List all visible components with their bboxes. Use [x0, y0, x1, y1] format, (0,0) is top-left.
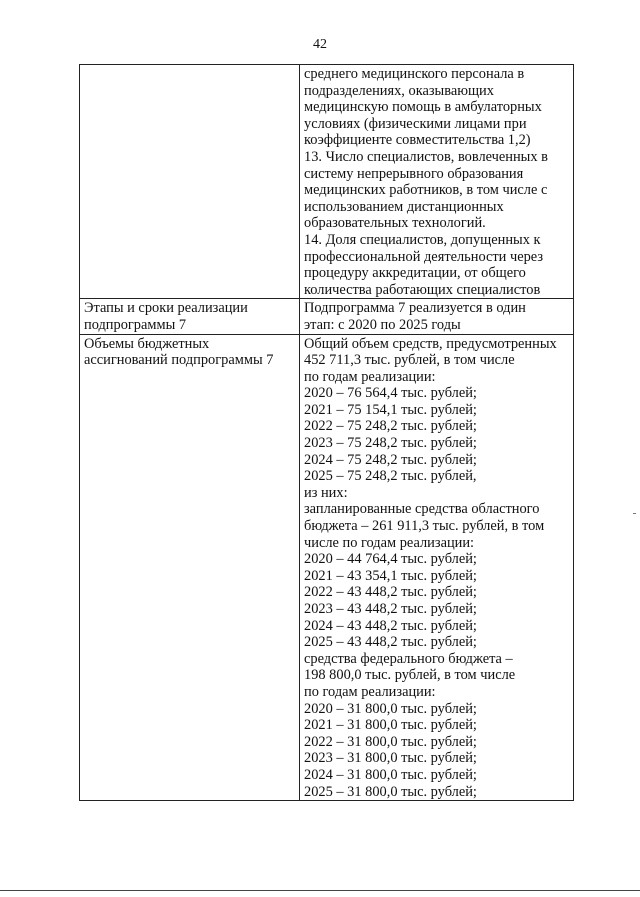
content-line: профессиональной деятельности через	[304, 248, 544, 265]
label-line: подпрограммы 7	[84, 316, 187, 333]
content-line: количества работающих специалистов	[304, 281, 541, 298]
row-label-cell	[80, 65, 300, 299]
content-line: образовательных технологий.	[304, 215, 486, 232]
table-row	[80, 65, 574, 299]
content-line: 2024 – 31 800,0 тыс. рублей;	[304, 766, 477, 783]
content-line: использованием дистанционных	[304, 198, 504, 215]
content-line: 198 800,0 тыс. рублей, в том числе	[304, 667, 516, 684]
content-line: 2023 – 75 248,2 тыс. рублей;	[304, 435, 477, 452]
content-line: 2023 – 43 448,2 тыс. рублей;	[304, 601, 477, 617]
content-line: этап: с 2020 по 2025 годы	[304, 316, 461, 333]
table-body	[80, 65, 574, 801]
content-line: 2020 – 76 564,4 тыс. рублей;	[304, 385, 477, 402]
content-line: 13. Число специалистов, вовлеченных в	[304, 148, 548, 165]
edge-mark	[633, 513, 636, 514]
content-line: условиях (физическими лицами при	[304, 115, 527, 132]
content-line: Подпрограмма 7 реализуется в один	[304, 300, 526, 317]
passport-table	[79, 64, 574, 801]
content-line: 2020 – 31 800,0 тыс. рублей;	[304, 700, 477, 717]
content-line: по годам реализации:	[304, 368, 436, 385]
content-line: 2022 – 43 448,2 тыс. рублей;	[304, 584, 477, 601]
bottom-rule	[0, 890, 640, 891]
label-line: Этапы и сроки реализации	[84, 300, 248, 317]
content-line: 2024 – 75 248,2 тыс. рублей;	[304, 451, 477, 468]
content-line: 452 711,3 тыс. рублей, в том числе	[304, 352, 515, 369]
content-line: 2025 – 31 800,0 тыс. рублей;	[304, 783, 477, 800]
content-line: 2023 – 31 800,0 тыс. рублей;	[304, 750, 477, 767]
row-content-cell	[300, 65, 574, 299]
content-line: коэффициенте совместительства 1,2)	[304, 132, 531, 149]
label-line: ассигнований подпрограммы 7	[84, 352, 274, 369]
row-content-cell	[300, 299, 574, 334]
content-line: средства федерального бюджета –	[304, 650, 513, 667]
content-line: систему непрерывного образования	[304, 165, 524, 182]
content-line: 2024 – 43 448,2 тыс. рублей;	[304, 617, 477, 634]
table-row	[80, 334, 574, 801]
label-line: Объемы бюджетных	[84, 335, 210, 352]
content-line: 2025 – 43 448,2 тыс. рублей;	[304, 634, 477, 651]
content-line: процедуру аккредитации, от общего	[304, 265, 526, 282]
content-line: числе по годам реализации:	[304, 534, 475, 551]
content-line: 2020 – 44 764,4 тыс. рублей;	[304, 551, 477, 568]
content-line: подразделениях, оказывающих	[304, 82, 494, 99]
content-line: бюджета – 261 911,3 тыс. рублей, в том	[304, 518, 545, 535]
content-line: 2021 – 43 354,1 тыс. рублей;	[304, 567, 477, 584]
content-line: 2025 – 75 248,2 тыс. рублей,	[304, 468, 477, 485]
content-line: медицинскую помощь в амбулаторных	[304, 99, 542, 116]
row-label-cell	[80, 334, 300, 801]
content-line: 14. Доля специалистов, допущенных к	[304, 231, 541, 248]
page-number: 42	[313, 37, 327, 52]
content-line: 2022 – 31 800,0 тыс. рублей;	[304, 733, 477, 750]
content-line: 2022 – 75 248,2 тыс. рублей;	[304, 418, 477, 435]
content-line: Общий объем средств, предусмотренных	[304, 335, 557, 352]
content-line: 2021 – 31 800,0 тыс. рублей;	[304, 717, 477, 734]
content-line: 2021 – 75 154,1 тыс. рублей;	[304, 401, 477, 418]
content-line: среднего медицинского персонала в	[304, 66, 525, 82]
content-line: медицинских работников, в том числе с	[304, 182, 548, 199]
table-row	[80, 299, 574, 334]
content-line: по годам реализации:	[304, 683, 436, 700]
content-line: запланированные средства областного	[304, 501, 540, 518]
row-content-cell	[300, 334, 574, 801]
content-line: из них:	[304, 484, 348, 501]
row-label-cell	[80, 299, 300, 334]
